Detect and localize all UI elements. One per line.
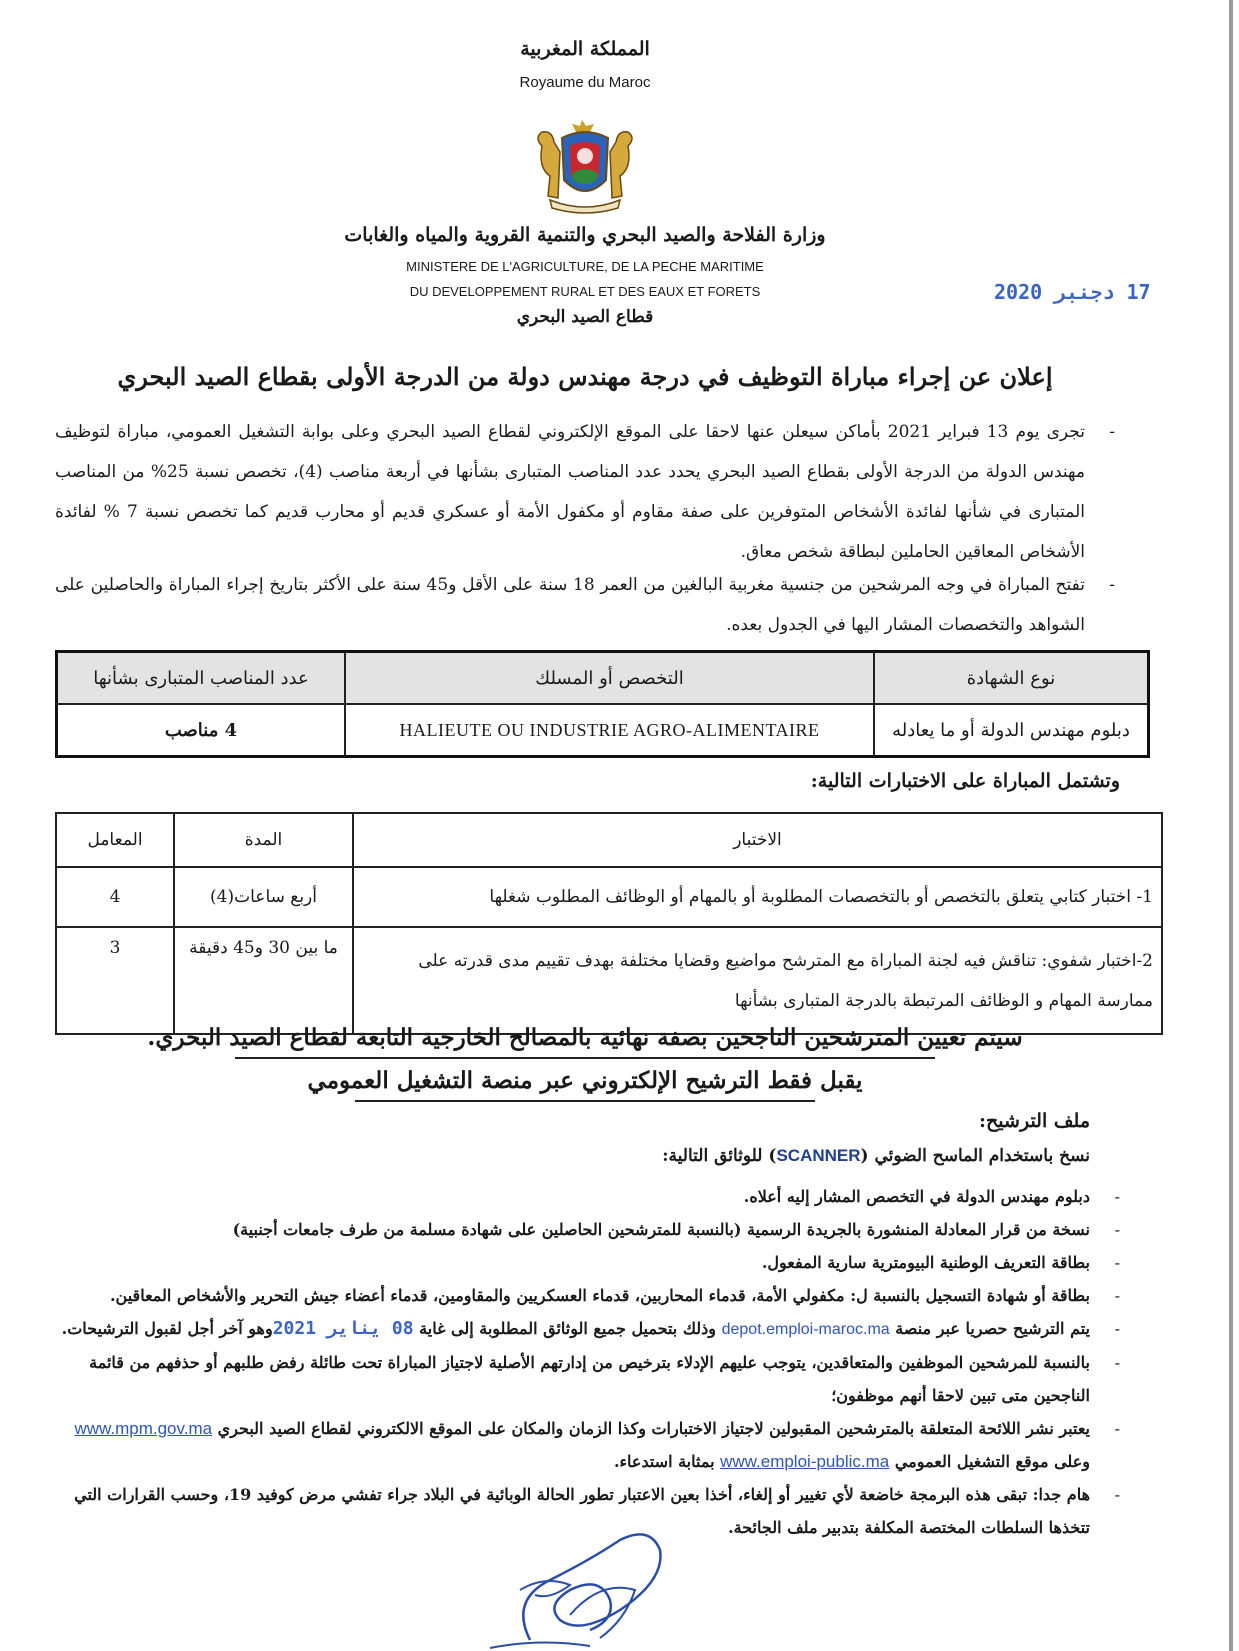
handwritten-signature-icon (450, 1520, 720, 1651)
table-row (56, 867, 1162, 927)
notice-underline (235, 1057, 935, 1059)
cell-duration: ما بين 30 و45 دقيقة (174, 927, 353, 1034)
header-coefficient: المعامل (56, 813, 174, 867)
bullet-dash: - (1109, 575, 1115, 595)
mpm-link[interactable]: www.mpm.gov.ma (74, 1419, 213, 1438)
tests-label: وتشتمل المباراة على الاختبارات التالية: (810, 770, 1120, 792)
intro-paragraph-2-text: تفتح المباراة في وجه المرشحين من جنسية مغربية البالغين من العمر 18 سنة على الأقل و45 سنة على الأكثر بتاريخ إجراء المباراة والحاصلين على الشواهد والتخصصات المشار اليها في الجدول بعده. (55, 575, 1085, 635)
royal-coat-of-arms-icon (520, 116, 650, 216)
platform-link[interactable]: depot.emploi-maroc.ma (721, 1321, 890, 1338)
ministry-ar: وزارة الفلاحة والصيد البحري والتنمية القروية والمياه والغابات (344, 224, 826, 246)
list-item: - نسخة من قرار المعادلة المنشورة بالجريدة الرسمية (بالنسبة للمترشحين الحاصلين على شهادة مسلمة من طرف جامعات أجنبية) (232, 1220, 1120, 1239)
kingdom-ar: المملكة المغربية (520, 38, 650, 60)
positions-table (55, 650, 1150, 758)
ministry-fr-line1: MINISTERE DE L'AGRICULTURE, DE LA PECHE MARITIME (406, 259, 764, 274)
positions-table-row (57, 704, 1149, 757)
cell-coefficient: 3 (56, 927, 174, 1034)
list-item: - بطاقة أو شهادة التسجيل بالنسبة ل: مكفولي الأمة، قدماء المحاربين، قدماء العسكريين والمقاومين، قدماء أعضاء جيش التحرير والأشخاص المعاقين. (109, 1286, 1120, 1305)
header-positions: عدد المناصب المتبارى بشأنها (57, 652, 346, 705)
list-item: - يتم الترشيح حصريا عبر منصة depot.emploi-maroc.ma وذلك بتحميل جميع الوثائق المطلوبة إلى غاية 08 يناير 2021وهو آخر أجل لقبول الترشيحات. (61, 1318, 1120, 1339)
tests-table-header (56, 813, 1162, 867)
intro-paragraph-2 (55, 565, 1115, 645)
cell-specialty: HALIEUTE OU INDUSTRIE AGRO-ALIMENTAIRE (345, 704, 874, 757)
date-stamp: 17 دجنبر 2020 (994, 280, 1151, 304)
scan-edge (1229, 0, 1233, 1651)
cell-coefficient: 4 (56, 867, 174, 927)
cell-duration: أربع ساعات(4) (174, 867, 353, 927)
deadline-date: 08 يناير 2021 (272, 1318, 414, 1339)
list-item: - دبلوم مهندس الدولة في التخصص المشار إليه أعلاه. (743, 1187, 1120, 1206)
intro-paragraph-1-text: تجرى يوم 13 فبراير 2021 بأماكن سيعلن عنها لاحقا على الموقع الإلكتروني لقطاع الصيد البحري وعلى بوابة التشغيل العمومي، مباراة لتوظيف مهندس الدولة من الدرجة الأولى بقطاع الصيد البحري يحدد عدد المناصب المتبارى بشأنها في أربعة مناصب (4)، تخصص نسبة 25% من المناصب المتبارى في شأنها لفائدة الأشخاص المتوفرين على صفة مقاوم أو مكفول الأمة أو عسكري قديم أو محارب قديم كما تخصص نسبة 7 % لفائدة الأشخاص المعاقين الحاملين لبطاقة شخص معاق. (55, 422, 1086, 562)
list-item: - بطاقة التعريف الوطنية البيومترية سارية المفعول. (761, 1253, 1120, 1272)
list-item: - بالنسبة للمرشحين الموظفين والمتعاقدين، يتوجب عليهم الإدلاء بترخيص من إدارتهم الأصلية لاجتياز المباراة تحت طائلة رفض طلبهم أو حذفهم من قائمة الناجحين متى تبين لاحقا أنهم موظفون؛ (89, 1353, 1120, 1405)
header-test: الاختبار (353, 813, 1162, 867)
table-row (56, 927, 1162, 1034)
list-item: - هام جدا: تبقى هذه البرمجة خاضعة لأي تغيير أو إلغاء، أخذا بعين الاعتبار تطور الحالة الوبائية في البلاد جراء تفشي مرض كوفيد 19، وحسب القرارات التي تتخذها السلطات المختصة المكلفة بتدبير ملف الجائحة. (74, 1485, 1120, 1537)
file-title: ملف الترشيح: (979, 1110, 1090, 1132)
positions-table-header (57, 652, 1149, 705)
cell-diploma: دبلوم مهندس الدولة أو ما يعادله (874, 704, 1149, 757)
list-item: - يعتبر نشر اللائحة المتعلقة بالمترشحين المقبولين لاجتياز الاختبارات وكذا الزمان والمكان على الموقع الالكتروني لقطاع الصيد البحري www.mpm.gov.ma وعلى موقع التشغيل العمومي www.emploi-public.ma بمثابة استدعاء. (74, 1419, 1120, 1471)
kingdom-fr: Royaume du Maroc (519, 74, 651, 91)
scanner-keyword: SCANNER (776, 1146, 861, 1165)
header-diploma: نوع الشهادة (874, 652, 1149, 705)
documents-list (55, 1180, 1120, 1544)
notice-underline (355, 1100, 815, 1102)
intro-paragraph-1 (55, 412, 1115, 572)
bullet-dash: - (1109, 422, 1115, 442)
header-duration: المدة (174, 813, 353, 867)
sector-ar: قطاع الصيد البحري (516, 307, 654, 327)
announcement-title: إعلان عن إجراء مباراة التوظيف في درجة مهندس دولة من الدرجة الأولى بقطاع الصيد البحري (117, 362, 1053, 391)
tests-table (55, 812, 1163, 1035)
notice-online-only: يقبل فقط الترشيح الإلكتروني عبر منصة التشغيل العمومي (307, 1067, 863, 1094)
notice-assignment: سيتم تعيين المترشحين الناجحين بصفة نهائية بالمصالح الخارجية التابعة لقطاع الصيد البحري. (147, 1024, 1023, 1051)
cell-test: 2-اختبار شفوي: تناقش فيه لجنة المباراة مع المترشح مواضيع وقضايا مختلفة بهدف تقييم مدى قدرته على ممارسة المهام و الوظائف المرتبطة بالدرجة المتبارى بشأنها (353, 927, 1162, 1034)
scan-instruction: نسخ باستخدام الماسح الضوئي (SCANNER) للوثائق التالية: (662, 1146, 1090, 1166)
ministry-fr-line2: DU DEVELOPPEMENT RURAL ET DES EAUX ET FORETS (409, 284, 761, 299)
cell-test: 1- اختبار كتابي يتعلق بالتخصص أو بالتخصصات المطلوبة أو بالمهام أو الوظائف المطلوب شغلها (353, 867, 1162, 927)
header-specialty: التخصص أو المسلك (345, 652, 874, 705)
cell-positions: 4 مناصب (57, 704, 346, 757)
emploi-public-link[interactable]: www.emploi-public.ma (720, 1452, 890, 1471)
